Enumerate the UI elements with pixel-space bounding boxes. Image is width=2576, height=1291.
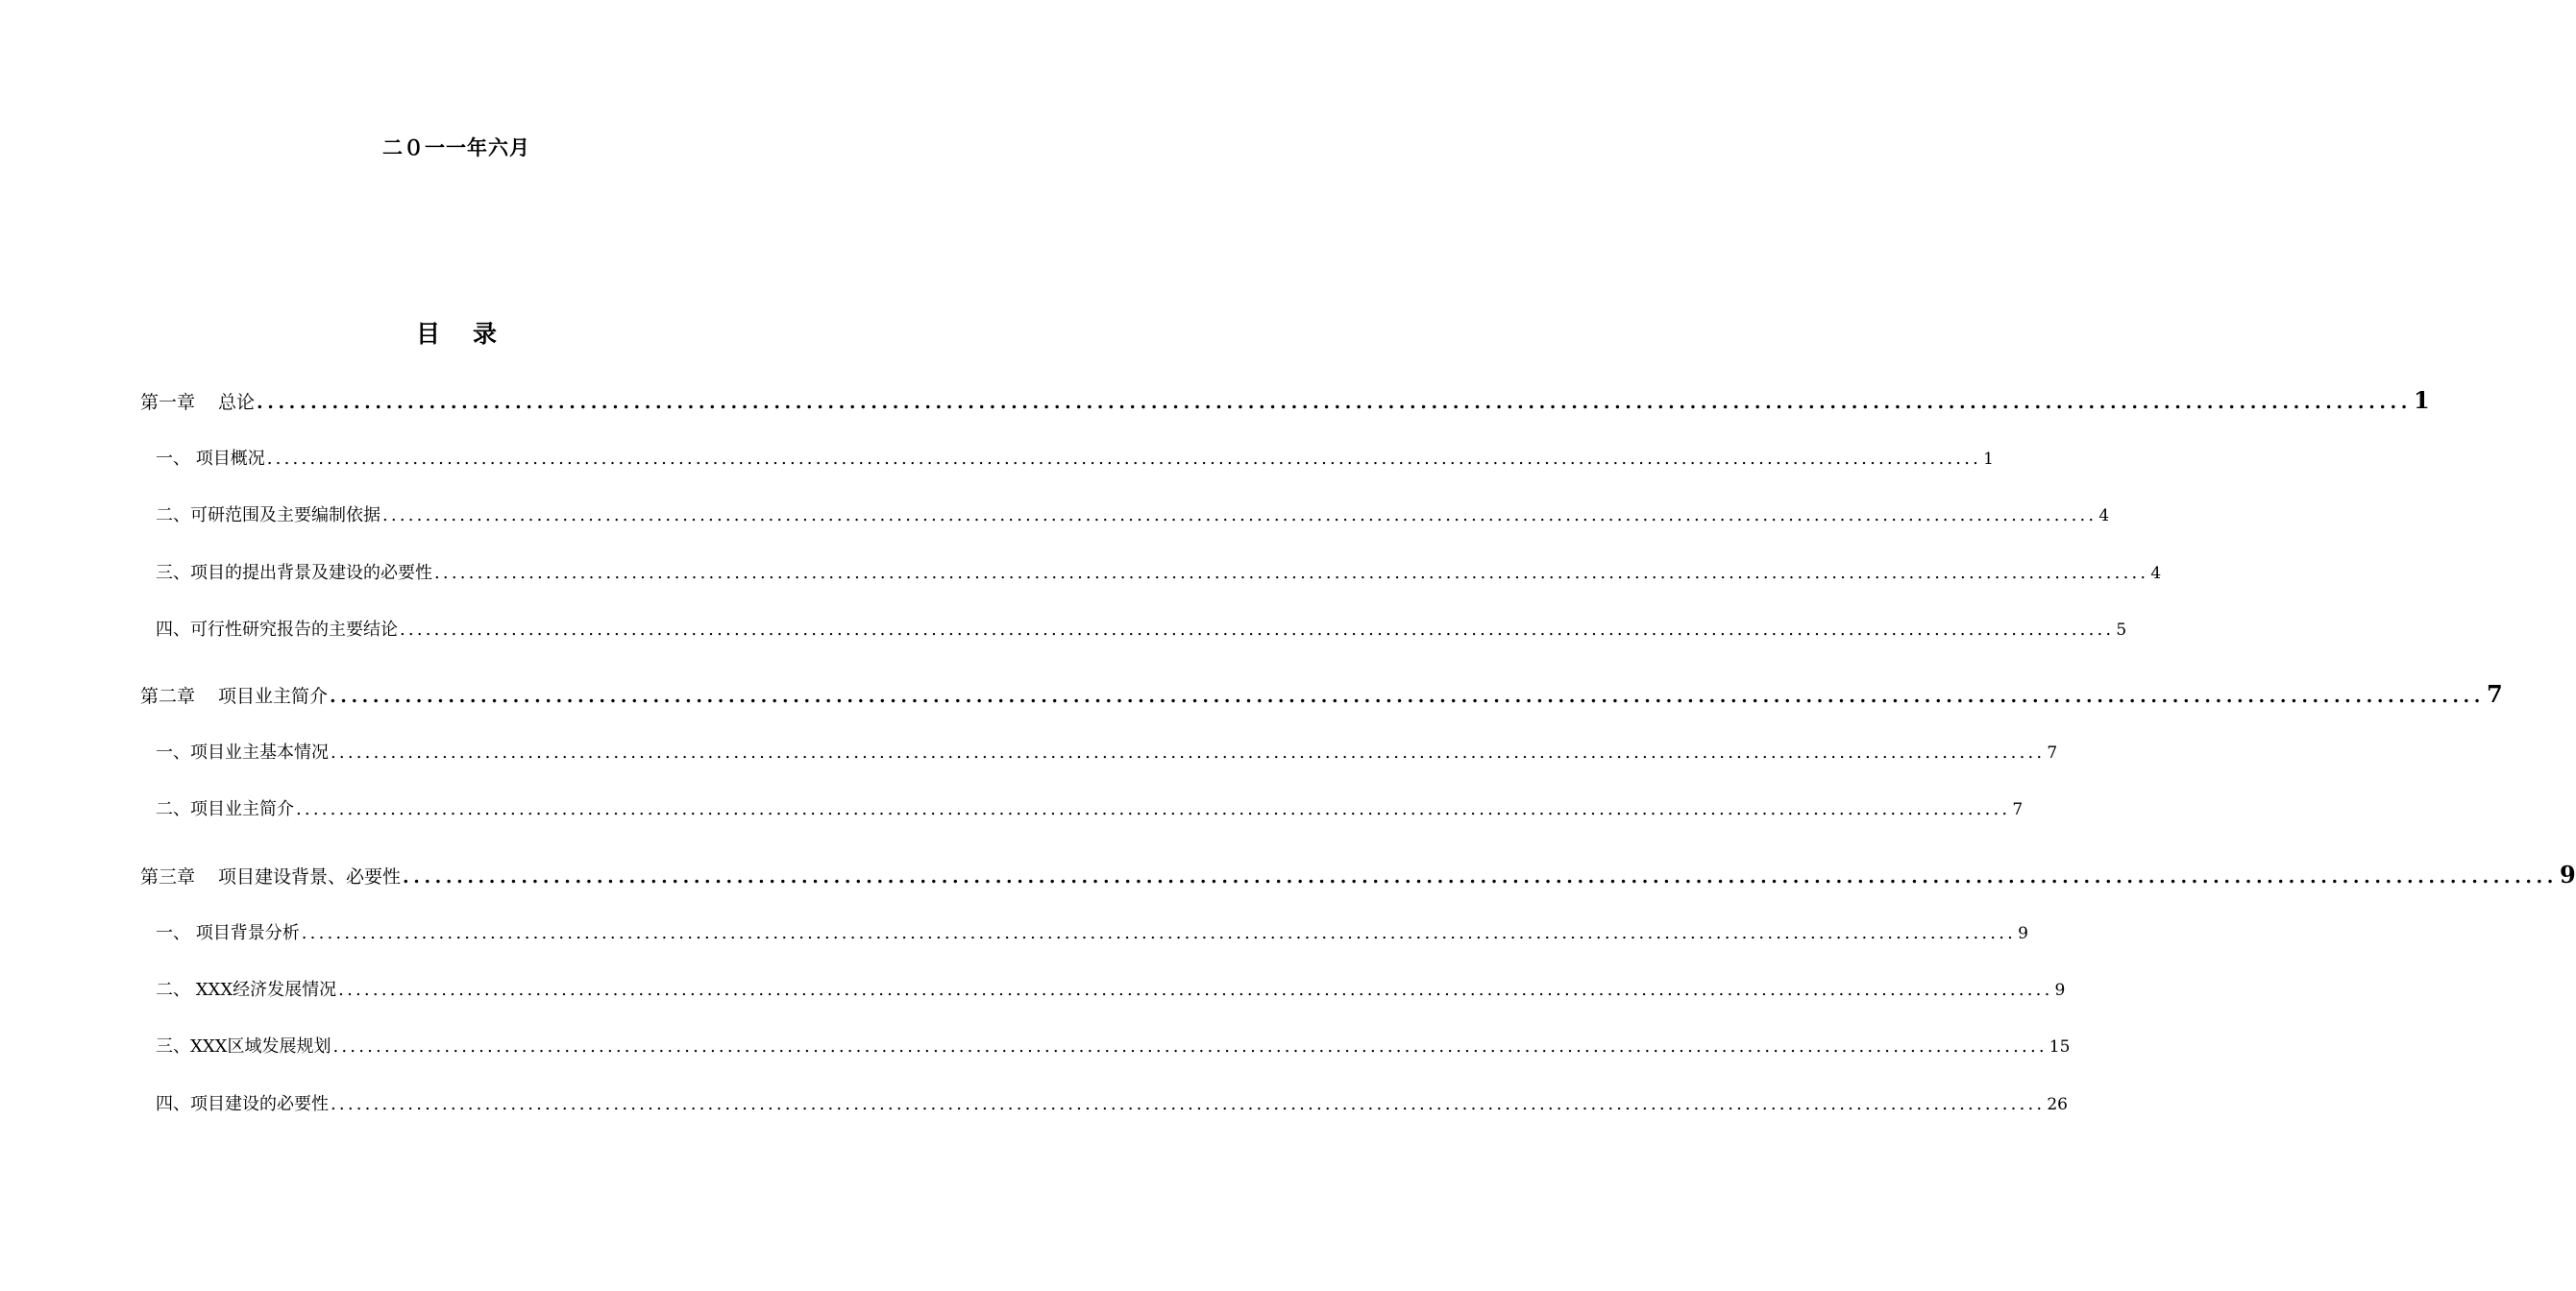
toc-section[interactable] (156, 445, 1994, 470)
dot-leader: ........................................................................................................................................................................................................ (266, 449, 1982, 469)
chapter-number: 第三章 (140, 866, 196, 888)
section-title: 一、 项目概况 (156, 449, 265, 469)
section-title: 三、项目的提出背景及建设的必要性 (156, 563, 432, 583)
page-number: 26 (2047, 1095, 2068, 1114)
toc-section[interactable] (156, 1090, 2068, 1115)
toc-section[interactable] (156, 1033, 2071, 1058)
section-title: 二、项目业主简介 (156, 799, 294, 819)
dot-leader: ........................................................................................................................................................................................................ (301, 923, 2017, 943)
dot-leader: ........................................................................................................................................................................................................ (338, 980, 2053, 1000)
page-number: 1 (1983, 450, 1994, 469)
page-number: 4 (2098, 506, 2110, 525)
chapter-number: 第二章 (140, 686, 196, 707)
toc-section[interactable] (156, 559, 2162, 584)
page-number: 15 (2049, 1037, 2071, 1057)
page-number: 9 (2018, 924, 2028, 943)
dot-leader: ........................................................................................................................................................................................................ (434, 563, 2149, 583)
chapter-title: 项目建设背景、必要性 (218, 866, 402, 888)
toc-section[interactable] (156, 976, 2066, 1001)
dot-leader: ........................................................................................................................................................................................................ (296, 799, 2011, 819)
toc-chapter-1[interactable] (140, 386, 2430, 414)
page-number: 7 (2047, 743, 2058, 763)
toc-section[interactable] (156, 919, 2028, 944)
section-title: 一、项目业主基本情况 (156, 743, 329, 763)
dot-leader: ........................................................................................................................................................................................................ (400, 620, 2115, 640)
section-title: 二、可研范围及主要编制依据 (156, 505, 380, 525)
section-title: 四、项目建设的必要性 (156, 1094, 329, 1114)
toc-title (0, 315, 913, 350)
page-number: 9 (2559, 861, 2576, 889)
toc-chapter-label (140, 388, 255, 414)
page-number: 1 (2413, 386, 2430, 414)
page-number: 4 (2150, 564, 2162, 583)
dot-leader: ........................................................................................................................................................................................................ (257, 392, 2412, 413)
section-title: 四、可行性研究报告的主要结论 (156, 620, 398, 640)
dot-leader: ........................................................................................................................................................................................................ (330, 686, 2485, 707)
toc-section[interactable] (156, 795, 2024, 820)
chapter-title: 项目业主简介 (218, 686, 329, 707)
dot-leader: ........................................................................................................................................................................................................ (403, 866, 2558, 888)
toc-section[interactable] (156, 501, 2110, 526)
page-number: 5 (2116, 621, 2127, 640)
page-number: 7 (2486, 680, 2503, 708)
toc-title-left: 目 (415, 320, 440, 348)
toc-chapter-3[interactable] (140, 861, 2576, 889)
section-title: 三、XXX区域发展规划 (156, 1036, 331, 1057)
toc-title-right: 录 (473, 320, 498, 348)
section-title: 一、 项目背景分析 (156, 923, 300, 943)
page-number: 9 (2054, 981, 2066, 1000)
document-date: 二０一一年六月 (382, 135, 530, 159)
chapter-number: 第一章 (140, 392, 196, 413)
toc-section[interactable] (156, 739, 2058, 764)
dot-leader: ........................................................................................................................................................................................................ (332, 1036, 2048, 1057)
section-title: 二、 XXX经济发展情况 (156, 980, 337, 1000)
dot-leader: ........................................................................................................................................................................................................ (331, 1094, 2046, 1114)
chapter-title: 总论 (218, 392, 256, 413)
toc-chapter-label (140, 682, 328, 708)
dot-leader: ........................................................................................................................................................................................................ (331, 743, 2046, 763)
toc-chapter-label (140, 863, 401, 889)
page-number: 7 (2012, 800, 2024, 819)
toc-chapter-2[interactable] (140, 680, 2503, 708)
dot-leader: ........................................................................................................................................................................................................ (382, 505, 2098, 525)
toc-section[interactable] (156, 616, 2127, 641)
